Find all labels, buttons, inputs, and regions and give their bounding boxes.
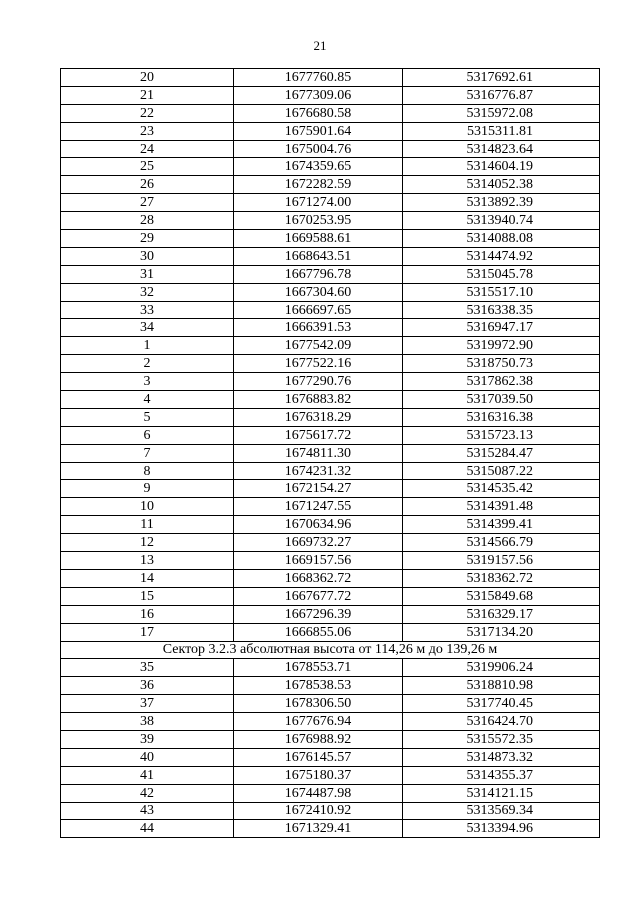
table-row <box>61 498 600 516</box>
y-coordinate-cell: 5318362.72 <box>403 569 600 587</box>
point-number-cell: 37 <box>61 695 234 713</box>
y-coordinate-cell: 5314474.92 <box>403 247 600 265</box>
y-coordinate-cell: 5318810.98 <box>403 677 600 695</box>
x-coordinate-cell: 1672282.59 <box>234 176 403 194</box>
x-coordinate-cell: 1676145.57 <box>234 748 403 766</box>
point-number-cell: 36 <box>61 677 234 695</box>
x-coordinate-cell: 1678553.71 <box>234 659 403 677</box>
x-coordinate-cell: 1667796.78 <box>234 265 403 283</box>
coordinates-block-2 <box>61 659 600 838</box>
point-number-cell: 42 <box>61 784 234 802</box>
point-number-cell: 5 <box>61 408 234 426</box>
point-number-cell: 22 <box>61 104 234 122</box>
table-row <box>61 784 600 802</box>
table-row <box>61 695 600 713</box>
x-coordinate-cell: 1671329.41 <box>234 820 403 838</box>
y-coordinate-cell: 5314535.42 <box>403 480 600 498</box>
y-coordinate-cell: 5314052.38 <box>403 176 600 194</box>
y-coordinate-cell: 5315284.47 <box>403 444 600 462</box>
y-coordinate-cell: 5316329.17 <box>403 605 600 623</box>
y-coordinate-cell: 5319906.24 <box>403 659 600 677</box>
x-coordinate-cell: 1669588.61 <box>234 230 403 248</box>
y-coordinate-cell: 5314566.79 <box>403 534 600 552</box>
x-coordinate-cell: 1677290.76 <box>234 373 403 391</box>
x-coordinate-cell: 1669732.27 <box>234 534 403 552</box>
point-number-cell: 40 <box>61 748 234 766</box>
y-coordinate-cell: 5319157.56 <box>403 552 600 570</box>
x-coordinate-cell: 1675617.72 <box>234 426 403 444</box>
x-coordinate-cell: 1670253.95 <box>234 212 403 230</box>
x-coordinate-cell: 1670634.96 <box>234 516 403 534</box>
table-row <box>61 659 600 677</box>
y-coordinate-cell: 5315311.81 <box>403 122 600 140</box>
point-number-cell: 6 <box>61 426 234 444</box>
point-number-cell: 30 <box>61 247 234 265</box>
x-coordinate-cell: 1672410.92 <box>234 802 403 820</box>
point-number-cell: 32 <box>61 283 234 301</box>
point-number-cell: 13 <box>61 552 234 570</box>
point-number-cell: 7 <box>61 444 234 462</box>
table-row <box>61 426 600 444</box>
table-row <box>61 730 600 748</box>
point-number-cell: 31 <box>61 265 234 283</box>
x-coordinate-cell: 1674811.30 <box>234 444 403 462</box>
x-coordinate-cell: 1674231.32 <box>234 462 403 480</box>
x-coordinate-cell: 1668362.72 <box>234 569 403 587</box>
y-coordinate-cell: 5314399.41 <box>403 516 600 534</box>
point-number-cell: 17 <box>61 623 234 641</box>
point-number-cell: 11 <box>61 516 234 534</box>
point-number-cell: 39 <box>61 730 234 748</box>
table-row <box>61 265 600 283</box>
y-coordinate-cell: 5316776.87 <box>403 86 600 104</box>
point-number-cell: 29 <box>61 230 234 248</box>
point-number-cell: 24 <box>61 140 234 158</box>
table-row <box>61 69 600 87</box>
y-coordinate-cell: 5315972.08 <box>403 104 600 122</box>
table-row <box>61 802 600 820</box>
x-coordinate-cell: 1675901.64 <box>234 122 403 140</box>
point-number-cell: 2 <box>61 355 234 373</box>
point-number-cell: 20 <box>61 69 234 87</box>
table-row <box>61 212 600 230</box>
table-row <box>61 587 600 605</box>
y-coordinate-cell: 5313892.39 <box>403 194 600 212</box>
y-coordinate-cell: 5314355.37 <box>403 766 600 784</box>
table-row <box>61 713 600 731</box>
table-row <box>61 569 600 587</box>
point-number-cell: 33 <box>61 301 234 319</box>
table-row <box>61 623 600 641</box>
table-row <box>61 408 600 426</box>
y-coordinate-cell: 5315045.78 <box>403 265 600 283</box>
y-coordinate-cell: 5314604.19 <box>403 158 600 176</box>
y-coordinate-cell: 5315572.35 <box>403 730 600 748</box>
y-coordinate-cell: 5319972.90 <box>403 337 600 355</box>
x-coordinate-cell: 1666391.53 <box>234 319 403 337</box>
y-coordinate-cell: 5317039.50 <box>403 391 600 409</box>
coordinates-table <box>60 68 600 838</box>
x-coordinate-cell: 1677760.85 <box>234 69 403 87</box>
x-coordinate-cell: 1678538.53 <box>234 677 403 695</box>
y-coordinate-cell: 5314088.08 <box>403 230 600 248</box>
table-row <box>61 444 600 462</box>
coordinates-block-1 <box>61 69 600 642</box>
y-coordinate-cell: 5316424.70 <box>403 713 600 731</box>
y-coordinate-cell: 5314121.15 <box>403 784 600 802</box>
table-row <box>61 552 600 570</box>
y-coordinate-cell: 5314391.48 <box>403 498 600 516</box>
table-row <box>61 820 600 838</box>
point-number-cell: 23 <box>61 122 234 140</box>
point-number-cell: 15 <box>61 587 234 605</box>
table-row <box>61 319 600 337</box>
point-number-cell: 34 <box>61 319 234 337</box>
point-number-cell: 14 <box>61 569 234 587</box>
point-number-cell: 8 <box>61 462 234 480</box>
table-row <box>61 283 600 301</box>
x-coordinate-cell: 1674359.65 <box>234 158 403 176</box>
table-row <box>61 748 600 766</box>
table-row <box>61 158 600 176</box>
y-coordinate-cell: 5315723.13 <box>403 426 600 444</box>
x-coordinate-cell: 1675004.76 <box>234 140 403 158</box>
table-row <box>61 355 600 373</box>
y-coordinate-cell: 5314823.64 <box>403 140 600 158</box>
point-number-cell: 27 <box>61 194 234 212</box>
y-coordinate-cell: 5313940.74 <box>403 212 600 230</box>
x-coordinate-cell: 1678306.50 <box>234 695 403 713</box>
point-number-cell: 28 <box>61 212 234 230</box>
section-header-group <box>61 641 600 659</box>
x-coordinate-cell: 1676988.92 <box>234 730 403 748</box>
point-number-cell: 43 <box>61 802 234 820</box>
table-row <box>61 462 600 480</box>
x-coordinate-cell: 1666697.65 <box>234 301 403 319</box>
y-coordinate-cell: 5316338.35 <box>403 301 600 319</box>
table-row <box>61 104 600 122</box>
y-coordinate-cell: 5317862.38 <box>403 373 600 391</box>
x-coordinate-cell: 1674487.98 <box>234 784 403 802</box>
y-coordinate-cell: 5317692.61 <box>403 69 600 87</box>
table-row <box>61 122 600 140</box>
y-coordinate-cell: 5315517.10 <box>403 283 600 301</box>
table-row <box>61 391 600 409</box>
x-coordinate-cell: 1677522.16 <box>234 355 403 373</box>
table-row <box>61 373 600 391</box>
table-row <box>61 766 600 784</box>
x-coordinate-cell: 1668643.51 <box>234 247 403 265</box>
point-number-cell: 9 <box>61 480 234 498</box>
point-number-cell: 12 <box>61 534 234 552</box>
x-coordinate-cell: 1667304.60 <box>234 283 403 301</box>
point-number-cell: 4 <box>61 391 234 409</box>
x-coordinate-cell: 1672154.27 <box>234 480 403 498</box>
y-coordinate-cell: 5315087.22 <box>403 462 600 480</box>
x-coordinate-cell: 1676318.29 <box>234 408 403 426</box>
table-row <box>61 140 600 158</box>
point-number-cell: 1 <box>61 337 234 355</box>
table-row <box>61 337 600 355</box>
point-number-cell: 10 <box>61 498 234 516</box>
x-coordinate-cell: 1667296.39 <box>234 605 403 623</box>
table-row <box>61 605 600 623</box>
table-row <box>61 534 600 552</box>
point-number-cell: 3 <box>61 373 234 391</box>
page-number: 21 <box>313 38 327 53</box>
x-coordinate-cell: 1676680.58 <box>234 104 403 122</box>
section-title: Сектор 3.2.3 абсолютная высота от 114,26 м до 139,26 м <box>61 641 600 659</box>
table-row <box>61 247 600 265</box>
point-number-cell: 41 <box>61 766 234 784</box>
table-row <box>61 176 600 194</box>
table-row <box>61 86 600 104</box>
point-number-cell: 35 <box>61 659 234 677</box>
x-coordinate-cell: 1671274.00 <box>234 194 403 212</box>
table-row <box>61 480 600 498</box>
y-coordinate-cell: 5315849.68 <box>403 587 600 605</box>
table-row <box>61 230 600 248</box>
table-row <box>61 677 600 695</box>
y-coordinate-cell: 5313394.96 <box>403 820 600 838</box>
y-coordinate-cell: 5317740.45 <box>403 695 600 713</box>
y-coordinate-cell: 5317134.20 <box>403 623 600 641</box>
section-header-row <box>61 641 600 659</box>
point-number-cell: 44 <box>61 820 234 838</box>
x-coordinate-cell: 1677542.09 <box>234 337 403 355</box>
table-row <box>61 301 600 319</box>
table-row <box>61 194 600 212</box>
y-coordinate-cell: 5316316.38 <box>403 408 600 426</box>
x-coordinate-cell: 1675180.37 <box>234 766 403 784</box>
x-coordinate-cell: 1677309.06 <box>234 86 403 104</box>
point-number-cell: 26 <box>61 176 234 194</box>
x-coordinate-cell: 1671247.55 <box>234 498 403 516</box>
y-coordinate-cell: 5314873.32 <box>403 748 600 766</box>
x-coordinate-cell: 1666855.06 <box>234 623 403 641</box>
x-coordinate-cell: 1676883.82 <box>234 391 403 409</box>
x-coordinate-cell: 1677676.94 <box>234 713 403 731</box>
point-number-cell: 38 <box>61 713 234 731</box>
y-coordinate-cell: 5318750.73 <box>403 355 600 373</box>
x-coordinate-cell: 1669157.56 <box>234 552 403 570</box>
point-number-cell: 16 <box>61 605 234 623</box>
y-coordinate-cell: 5313569.34 <box>403 802 600 820</box>
y-coordinate-cell: 5316947.17 <box>403 319 600 337</box>
point-number-cell: 25 <box>61 158 234 176</box>
table-row <box>61 516 600 534</box>
x-coordinate-cell: 1667677.72 <box>234 587 403 605</box>
point-number-cell: 21 <box>61 86 234 104</box>
